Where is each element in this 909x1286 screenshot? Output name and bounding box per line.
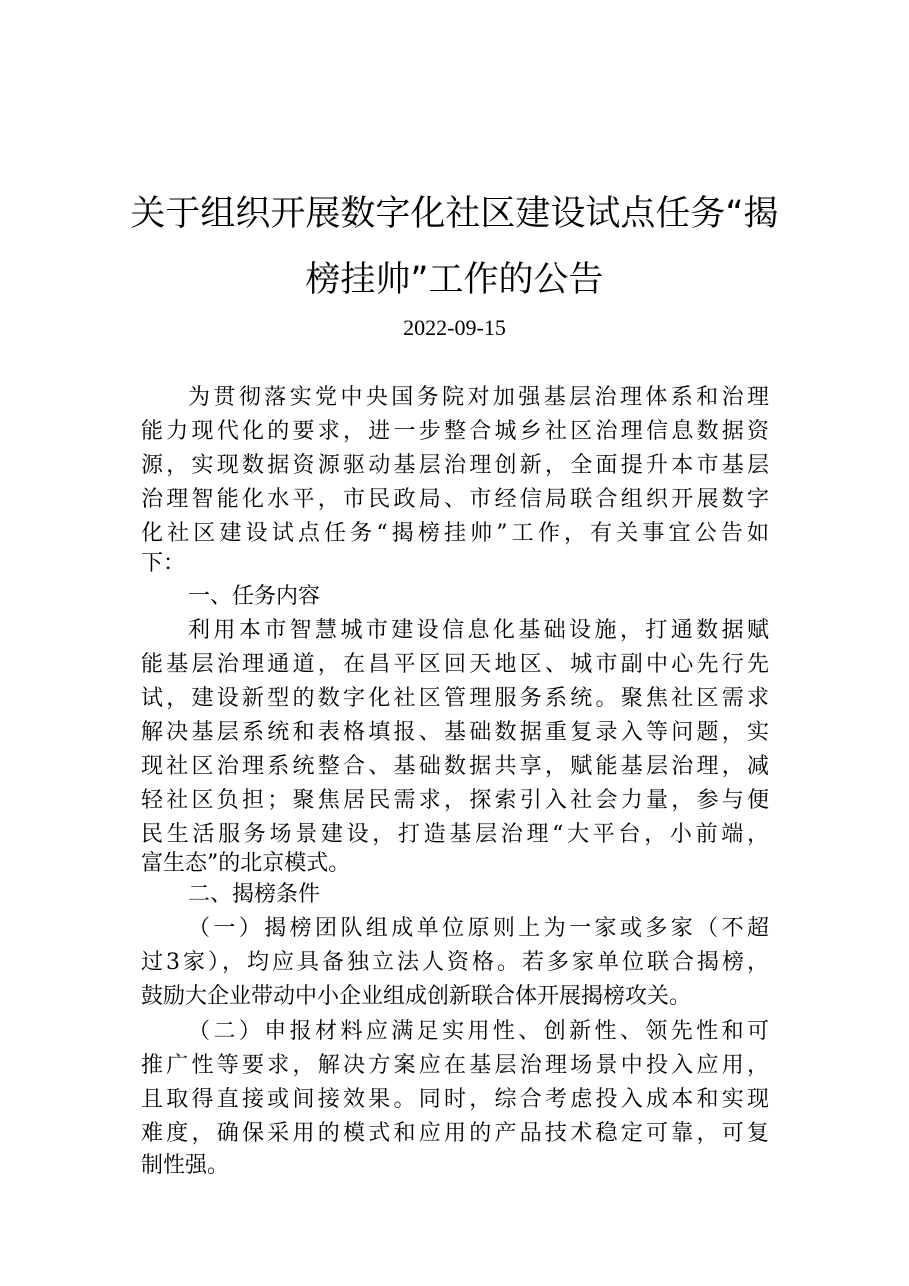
intro-line: 为贯彻落实党中央国务院对加强基层治理体系和治理: [188, 385, 769, 410]
section1-line: 民生活服务场景建设，打造基层治理“大平台，小前端，: [141, 822, 769, 847]
intro-line: 治理智能化水平，市民政局、市经信局联合组织开展数字: [141, 487, 769, 512]
section2-item2-line: 且取得直接或间接效果。同时，综合考虑投入成本和实现: [141, 1087, 769, 1112]
section1-line: 现社区治理系统整合、基础数据共享，赋能基层治理，减: [141, 754, 769, 779]
section2-item1-line: （一）揭榜团队组成单位原则上为一家或多家（不超: [188, 916, 769, 941]
section1-line: 轻社区负担；聚焦居民需求，探索引入社会力量，参与便: [141, 788, 769, 813]
section1-line: 能基层治理通道，在昌平区回天地区、城市副中心先行先: [141, 652, 769, 677]
title-line-2: 榜挂帅”工作的公告: [305, 260, 604, 300]
section2-item1-line: 鼓励大企业带动中小企业组成创新联合体开展揭榜攻关。: [141, 984, 692, 1009]
section1-line: 利用本市智慧城市建设信息化基础设施，打通数据赋: [188, 618, 769, 643]
intro-line: 能力现代化的要求，进一步整合城乡社区治理信息数据资: [141, 419, 769, 444]
section-heading-task: 一、任务内容: [188, 584, 321, 609]
section2-item2-line: 制性强。: [141, 1153, 230, 1178]
section1-line: 解决基层系统和表格填报、基础数据重复录入等问题，实: [141, 720, 769, 745]
section1-line: 试，建设新型的数字化社区管理服务系统。聚焦社区需求: [141, 686, 769, 711]
publish-date: 2022-09-15: [403, 315, 506, 340]
title-line-1: 关于组织开展数字化社区建设试点任务“揭: [130, 194, 779, 234]
section1-line: 富生态”的北京模式。: [141, 851, 351, 876]
intro-line: 化社区建设试点任务“揭榜挂帅”工作，有关事宜公告如: [141, 521, 769, 546]
intro-line: 源，实现数据资源驱动基层治理创新，全面提升本市基层: [141, 453, 769, 478]
section2-item2-line: 难度，确保采用的模式和应用的产品技术稳定可靠，可复: [141, 1121, 769, 1146]
section2-item2-line: 推广性等要求，解决方案应在基层治理场景中投入应用，: [141, 1053, 769, 1078]
intro-line: 下：: [141, 551, 186, 576]
section-heading-conditions: 二、揭榜条件: [188, 882, 321, 907]
section2-item2-line: （二）申报材料应满足实用性、创新性、领先性和可: [188, 1019, 769, 1044]
section2-item1-line: 过3家），均应具备独立法人资格。若多家单位联合揭榜，: [141, 950, 769, 975]
